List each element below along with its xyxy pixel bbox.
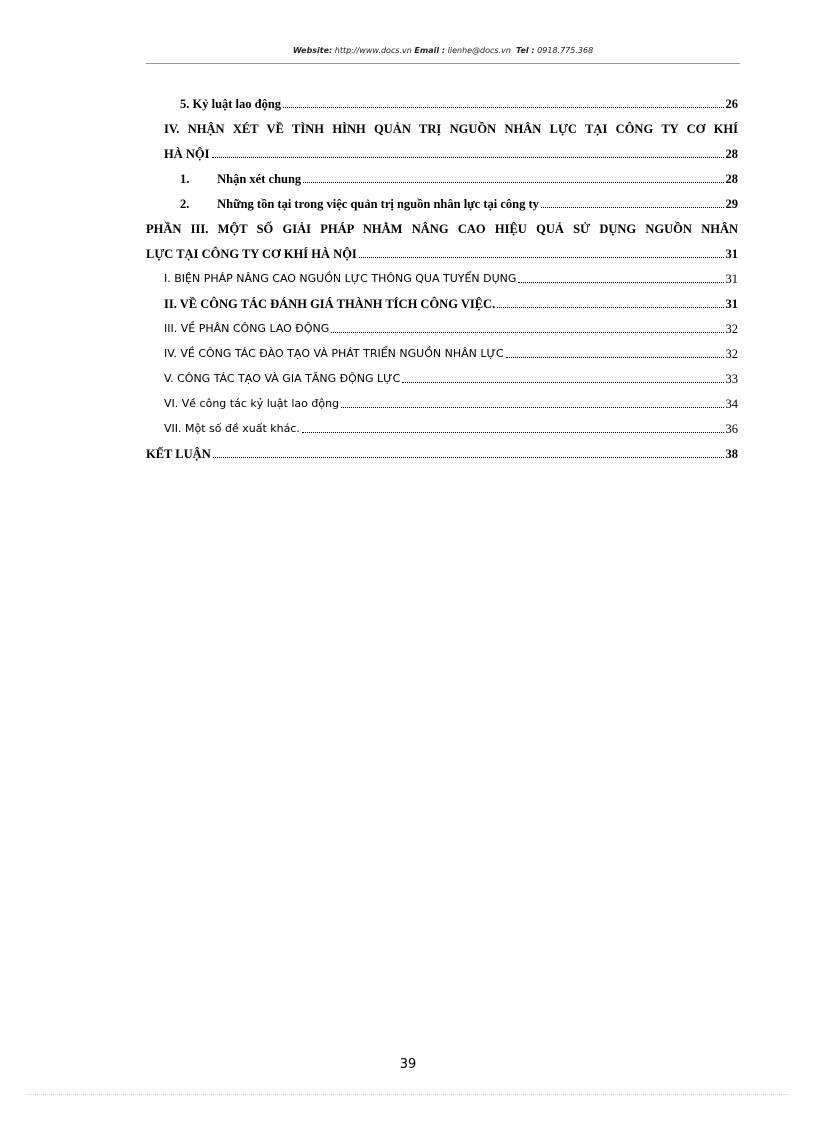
toc-entry[interactable]: [164, 269, 738, 287]
toc-entry-title: II. VỀ CÔNG TÁC ĐÁNH GIÁ THÀNH TÍCH CÔNG VIỆC.: [164, 297, 496, 311]
toc-leader: [212, 156, 724, 158]
website-value[interactable]: http://www.docs.vn: [334, 46, 412, 55]
tel-value: 0918.775.368: [537, 46, 594, 55]
toc-entry-page: 28: [725, 172, 738, 186]
toc-leader: [518, 281, 723, 283]
toc-entry-title: VII. Một số đề xuất khác.: [164, 422, 300, 435]
toc-entry-page: 32: [725, 347, 738, 361]
email-value[interactable]: lienhe@docs.vn: [447, 46, 511, 55]
toc-entry-continuation[interactable]: [164, 144, 738, 162]
toc-entry-page: 31: [725, 247, 738, 261]
toc-entry-page: 28: [725, 147, 738, 161]
toc-entry-title: HÀ NỘI: [164, 147, 210, 161]
toc-entry-page: 34: [725, 397, 738, 411]
toc-entry-title: Những tồn tại trong việc quản trị nguồn nhân lực tại công ty: [217, 197, 539, 211]
toc-leader: [497, 306, 723, 308]
toc-entry[interactable]: [164, 119, 738, 137]
toc-entry[interactable]: [146, 444, 738, 462]
toc-entry[interactable]: [164, 419, 738, 437]
toc-entry-title: I. BIỆN PHÁP NÂNG CAO NGUỒN LỰC THÔNG QUA TUYỂN DỤNG: [164, 272, 517, 285]
page-header: [146, 46, 740, 55]
toc-entry[interactable]: [164, 319, 738, 337]
toc-entry[interactable]: [146, 219, 738, 237]
toc-entry-title: IV. NHẬN XÉT VỀ TÌNH HÌNH QUẢN TRỊ NGUỒN NHÂN LỰC TẠI CÔNG TY CƠ KHÍ: [164, 122, 738, 136]
toc-entry-title: 5. Kỷ luật lao động: [180, 97, 282, 111]
toc-entry-continuation[interactable]: [146, 244, 738, 262]
toc-leader: [402, 381, 723, 383]
toc-entry[interactable]: [180, 169, 738, 187]
toc-entry-page: 33: [725, 372, 738, 386]
email-label: Email :: [414, 46, 446, 55]
toc-leader: [341, 406, 723, 408]
toc-entry-page: 31: [725, 272, 738, 286]
toc-entry-title: KẾT LUẬN: [146, 447, 211, 461]
toc-entry[interactable]: [180, 94, 738, 112]
header-rule: [146, 63, 740, 64]
toc-entry-title: LỰC TẠI CÔNG TY CƠ KHÍ HÀ NỘI: [146, 247, 357, 261]
toc-leader: [541, 206, 724, 208]
website-label: Website:: [292, 46, 333, 55]
footer-rule: [28, 1094, 788, 1095]
toc-leader: [302, 431, 724, 433]
toc-leader: [506, 356, 724, 358]
page-number: 39: [399, 1057, 417, 1072]
toc-entry-page: 26: [725, 97, 738, 111]
toc-entry[interactable]: [164, 294, 738, 312]
toc-entry-title: Nhận xét chung: [217, 172, 302, 186]
toc-entry[interactable]: [164, 394, 738, 412]
toc-entry-number: 2.: [180, 197, 190, 211]
toc-entry-page: 31: [725, 297, 738, 311]
toc-entry-title: III. VỀ PHÂN CÔNG LAO ĐỘNG: [164, 322, 330, 335]
toc-entry[interactable]: [180, 194, 738, 212]
toc-leader: [213, 456, 724, 458]
toc-entry-title: PHẦN III. MỘT SỐ GIẢI PHÁP NHẰM NÂNG CAO HIỆU QUẢ SỬ DỤNG NGUỒN NHÂN: [146, 222, 738, 236]
toc-entry-title: V. CÔNG TÁC TẠO VÀ GIA TĂNG ĐỘNG LỰC: [164, 372, 401, 385]
toc-leader: [359, 256, 724, 258]
tel-label: Tel :: [516, 46, 535, 55]
toc-entry-number: 1.: [180, 172, 190, 186]
toc-entry-title: VI. Về công tác kỷ luật lao động: [164, 397, 340, 410]
toc-entry-page: 32: [725, 322, 738, 336]
toc-leader: [331, 331, 723, 333]
toc-leader: [283, 106, 723, 108]
toc-entry[interactable]: [164, 369, 738, 387]
toc-entry-title: IV. VỀ CÔNG TÁC ĐÀO TẠO VÀ PHÁT TRIỂN NGUỒN NHÂN LỰC: [164, 347, 504, 360]
toc-entry[interactable]: [164, 344, 738, 362]
toc-entry-page: 38: [725, 447, 738, 461]
toc-leader: [303, 181, 723, 183]
toc-entry-page: 36: [725, 422, 738, 436]
toc-entry-page: 29: [725, 197, 738, 211]
